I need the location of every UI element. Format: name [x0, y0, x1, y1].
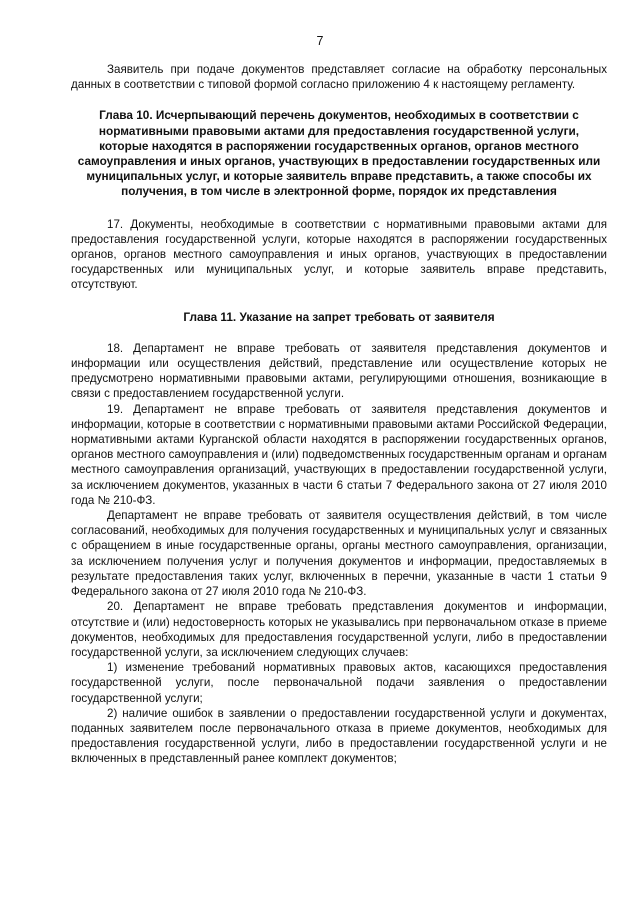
consent-paragraph: Заявитель при подаче документов представляет согласие на обработку персональных данных в соответствии с типовой формой согласно приложению 4 к настоящему регламенту. [71, 63, 607, 92]
document-body [71, 62, 607, 767]
paragraph-20: 20. Департамент не вправе требовать представления документов и информации, отсутствие и (или) недостоверность которых не указывались при первоначальном отказе в приеме документов, необходимых для предоставления государственной услуги, либо в предоставлении государственной услуги, за исключением следующих случаев: [71, 600, 607, 659]
list-item-2: 2) наличие ошибок в заявлении о предоставлении государственной услуги и документах, поданных заявителем после первоначального отказа в приеме документов, необходимых для предоставления государственной услуги, либо в предоставлении государственной услуги и не включенных в представленный ранее комплект документов; [71, 706, 607, 766]
page-number: 7 [316, 34, 324, 48]
paragraph-18: 18. Департамент не вправе требовать от заявителя представления документов и информации или осуществления действий, представление или осуществление которых не предусмотрено нормативными правовыми актами, регулирующими отношения, возникающие в связи с предоставлением государственной услуги. [71, 341, 607, 401]
chapter-10-heading: Глава 10. Исчерпывающий перечень документов, необходимых в соответствии с нормативными правовыми актами для предоставления государственной услуги, которые находятся в распоряжении государственных органов, органов местного самоуправления и иных органов, участвующих в предоставлении государственных или муниципальных услуг, и которые заявитель вправе представить, а также способы их получения, в том числе в электронной форме, порядок их представления [77, 108, 601, 199]
paragraph-19-continued: Департамент не вправе требовать от заявителя осуществления действий, в том числе согласований, необходимых для получения государственных и муниципальных услуг и связанных с обращением в иные государственные органы, органы местного самоуправления, организации, за исключением получения услуг и получения документов и информации, предоставляемых в результате предоставления таких услуг, включенных в перечни, указанные в части 1 статьи 9 Федерального закона от 27 июля 2010 года № 210-ФЗ. [71, 509, 607, 599]
paragraph-17: 17. Документы, необходимые в соответствии с нормативными правовыми актами для предоставления государственной услуги, которые находятся в распоряжении государственных органов, органов местного самоуправления и иных органов, участвующих в предоставлении государственных или муниципальных услуг, и которые заявитель вправе представить, отсутствуют. [71, 217, 607, 292]
list-item-1: 1) изменение требований нормативных правовых актов, касающихся предоставления государственной услуги, после первоначальной подачи заявления о предоставлении государственной услуги; [71, 661, 607, 705]
paragraph-19: 19. Департамент не вправе требовать от заявителя представления документов и информации, которые в соответствии с нормативными правовыми актами Российской Федерации, нормативными актами Курганской области находятся в распоряжении государственных органов, органов местного самоуправления и (или) подведомственных государственным органам и органам местного самоуправления организаций, участвующих в предоставлении государственной услуги, за исключением документов, указанных в части 6 статьи 7 Федерального закона от 27 июля 2010 года № 210-ФЗ. [71, 402, 607, 507]
chapter-11-heading: Глава 11. Указание на запрет требовать от заявителя [183, 309, 495, 324]
